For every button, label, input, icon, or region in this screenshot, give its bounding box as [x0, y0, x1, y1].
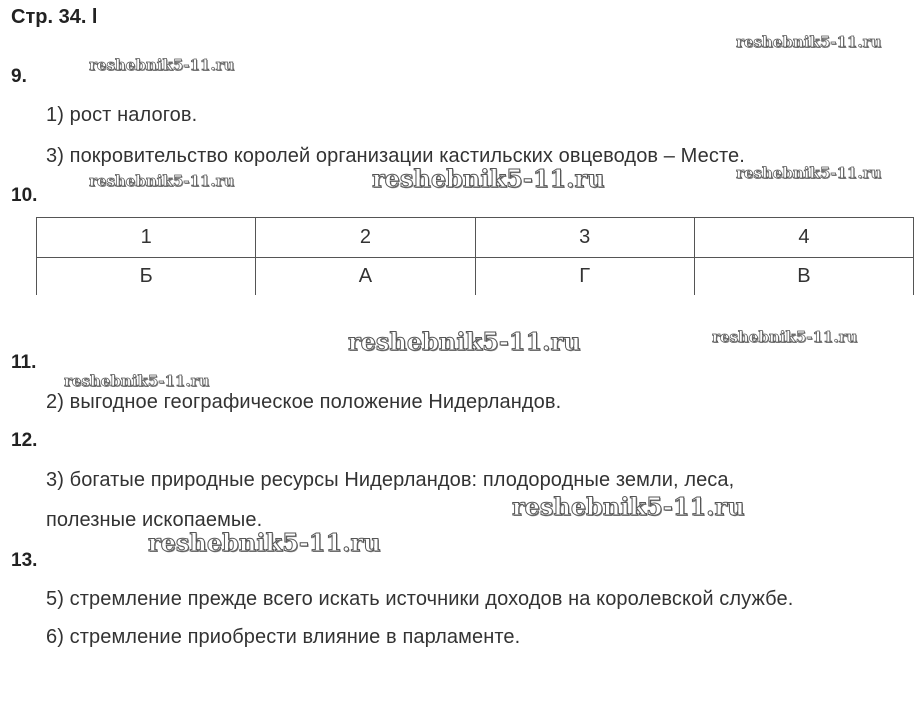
answer-table: [36, 217, 914, 295]
answer-line: 3) покровительство королей организации кастильских овцеводов – Месте.: [46, 145, 745, 167]
question-number-10: 10.: [11, 185, 38, 206]
table-cell: 2: [256, 218, 475, 258]
watermark: reshebnik5-11.ru: [64, 372, 210, 390]
table-cell: А: [256, 258, 475, 296]
table-cell: В: [694, 258, 913, 296]
answer-line: 5) стремление прежде всего искать источники доходов на королевской службе.: [46, 588, 794, 610]
watermark: reshebnik5-11.ru: [712, 328, 858, 346]
question-number-13: 13.: [11, 550, 38, 571]
table-cell: Б: [37, 258, 256, 296]
watermark: reshebnik5-11.ru: [148, 528, 381, 557]
table-cell: 4: [694, 218, 913, 258]
watermark: reshebnik5-11.ru: [89, 56, 235, 74]
table-row: [37, 258, 914, 296]
page-title: Стр. 34. l: [11, 6, 98, 28]
question-number-11: 11.: [11, 352, 37, 373]
table-header-row: [37, 218, 914, 258]
answer-line: 6) стремление приобрести влияние в парламенте.: [46, 626, 521, 648]
watermark: reshebnik5-11.ru: [89, 172, 235, 190]
watermark: reshebnik5-11.ru: [372, 164, 605, 193]
table-cell: 1: [37, 218, 256, 258]
answer-line: полезные ископаемые.: [46, 509, 263, 531]
watermark: reshebnik5-11.ru: [512, 492, 745, 521]
watermark: reshebnik5-11.ru: [736, 33, 882, 51]
answer-line: 1) рост налогов.: [46, 104, 198, 126]
question-number-9: 9.: [11, 66, 27, 87]
watermark: reshebnik5-11.ru: [348, 327, 581, 356]
table-cell: 3: [475, 218, 694, 258]
table-cell: Г: [475, 258, 694, 296]
answer-line: 2) выгодное географическое положение Нидерландов.: [46, 391, 562, 413]
watermark: reshebnik5-11.ru: [736, 164, 882, 182]
answer-line: 3) богатые природные ресурсы Нидерландов: плодородные земли, леса,: [46, 469, 735, 491]
question-number-12: 12.: [11, 430, 38, 451]
